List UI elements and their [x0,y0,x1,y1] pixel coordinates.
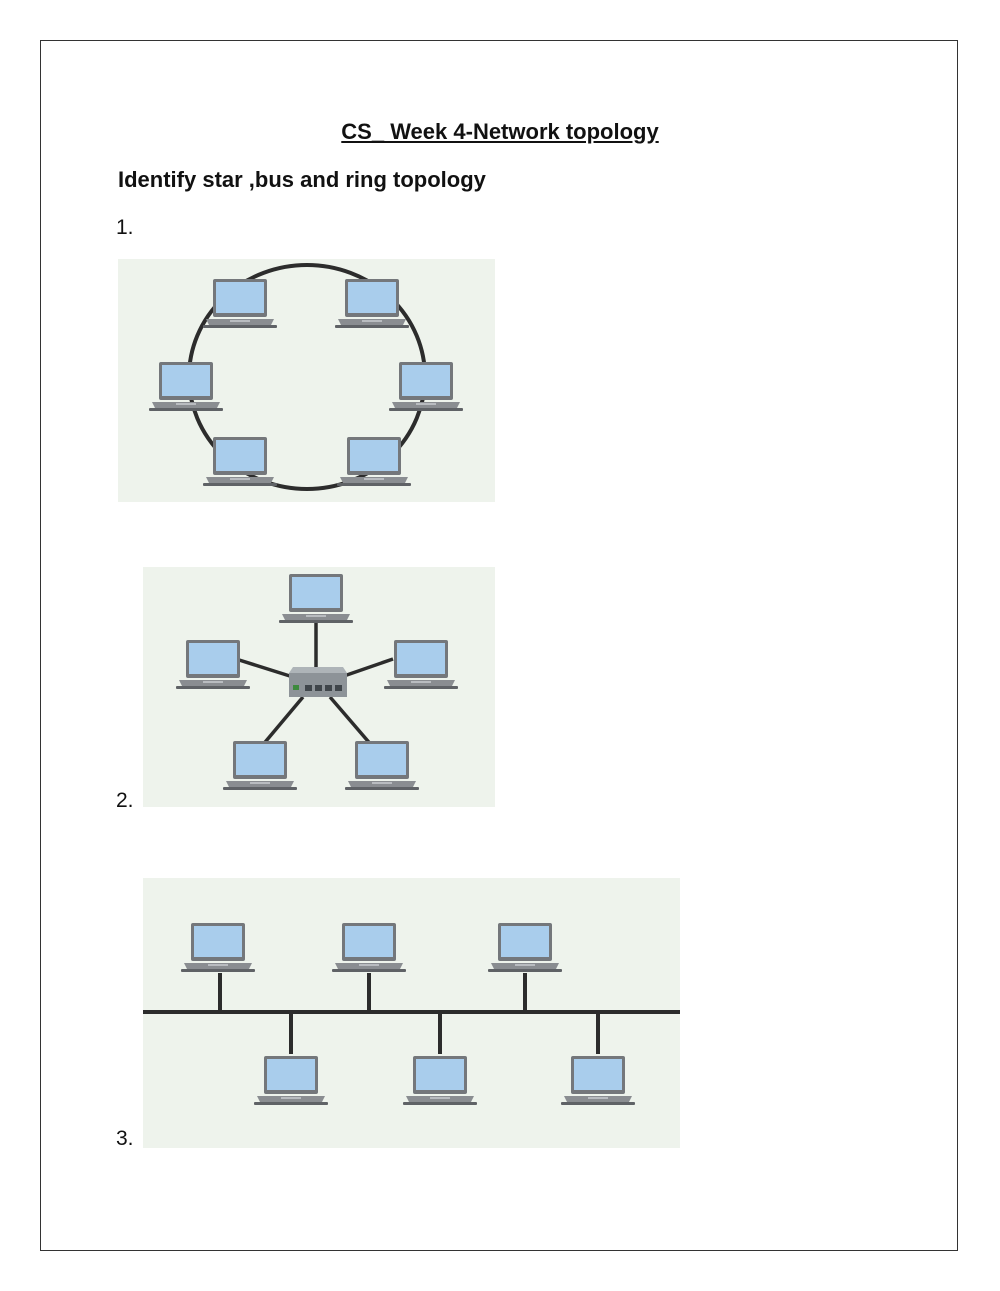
laptop-icon [181,923,255,972]
laptop-icon [176,640,250,689]
worksheet-instruction: Identify star ,bus and ring topology [118,167,486,192]
bus-cables [143,973,680,1054]
switch-icon [289,667,347,697]
laptop-icon [403,1056,477,1105]
worksheet-title: CS_ Week 4-Network topology [341,119,659,144]
laptop-icon [488,923,562,972]
laptop-icon [223,741,297,790]
laptop-icon [384,640,458,689]
laptop-icon [345,741,419,790]
laptop-icon [335,279,409,328]
laptop-icon [389,362,463,411]
ring-topology-diagram [118,259,495,502]
laptop-icon [332,923,406,972]
laptop-icon [254,1056,328,1105]
laptop-icon [337,437,411,486]
bus-topology-diagram [143,878,680,1148]
laptop-icon [203,279,277,328]
laptop-icon [203,437,277,486]
laptop-icon [149,362,223,411]
star-topology-diagram [143,567,495,807]
laptop-icon [561,1056,635,1105]
question-number-2: 2. [116,789,134,812]
laptop-icon [279,574,353,623]
question-number-3: 3. [116,1127,134,1150]
question-number-1: 1. [116,216,134,239]
